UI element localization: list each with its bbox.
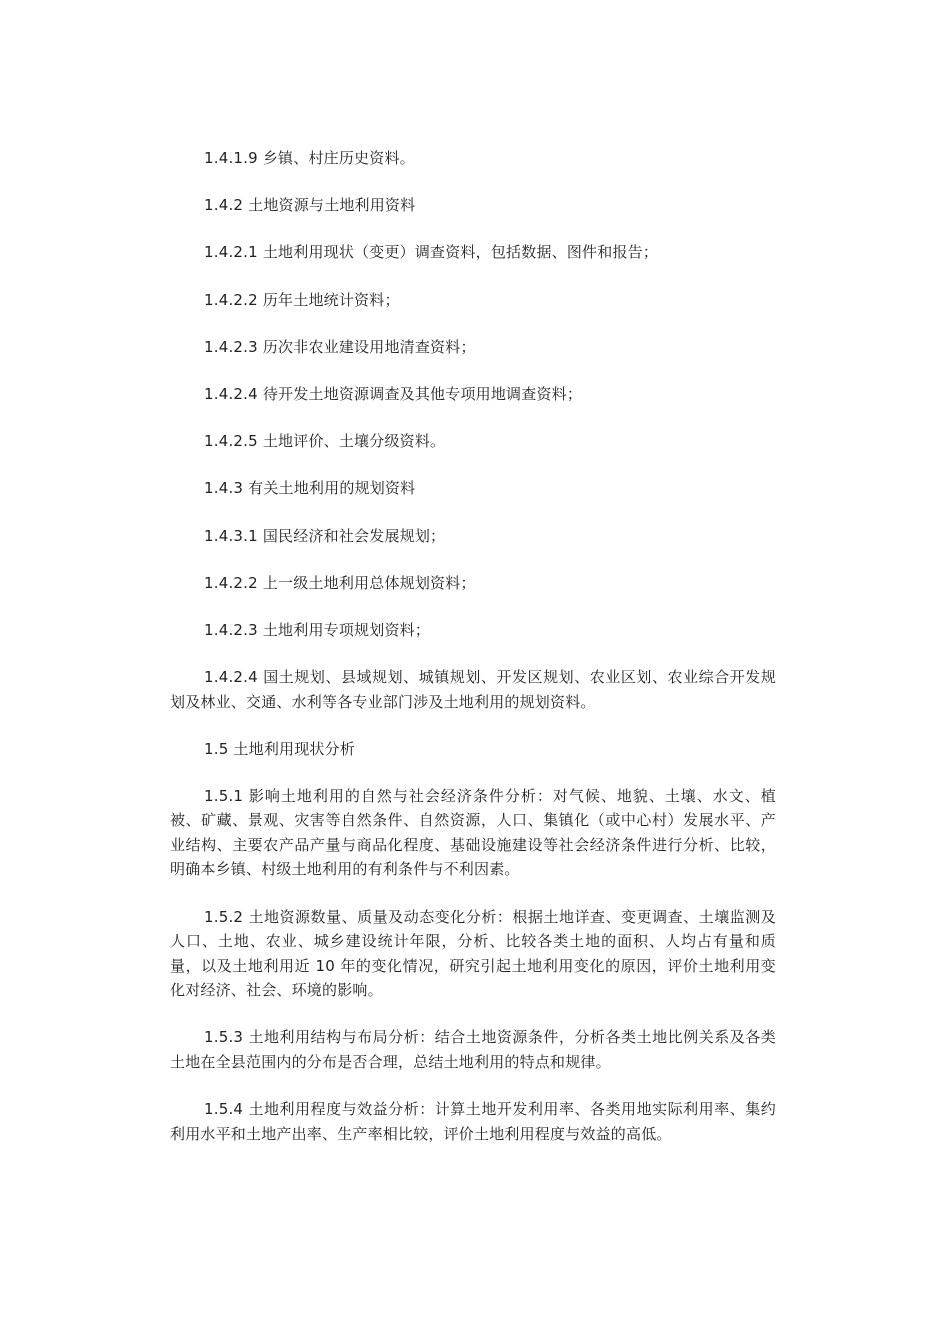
paragraph: 1.4.3.1 国民经济和社会发展规划；	[204, 526, 446, 545]
paragraph: 1.5.3 土地利用结构与布局分析：结合土地资源条件，分析各类土地比例关系及各类土地在全县范围内的分布是否合理，总结土地利用的特点和规律。	[170, 1028, 776, 1071]
paragraph: 1.4.2.3 土地利用专项规划资料；	[204, 620, 431, 639]
section-heading: 1.4.3 有关土地利用的规划资料	[204, 479, 416, 498]
paragraph: 1.4.2.4 国土规划、县域规划、城镇规划、开发区规划、农业区划、农业综合开发规划及林业、交通、水利等各专业部门涉及土地利用的规划资料。	[170, 668, 776, 711]
section-heading: 1.4.2 土地资源与土地利用资料	[204, 196, 416, 215]
paragraph: 1.4.2.5 土地评价、土壤分级资料。	[204, 432, 446, 451]
section-heading: 1.5 土地利用现状分析	[204, 739, 356, 758]
paragraph: 1.4.2.4 待开发土地资源调查及其他专项用地调查资料；	[204, 384, 583, 403]
paragraph: 1.5.2 土地资源数量、质量及动态变化分析：根据土地详查、变更调查、土壤监测及人口、土地、农业、城乡建设统计年限，分析、比较各类土地的面积、人均占有量和质量，以及土地利用近 10 年的变化情况，研究引起土地利用变化的原因，评价土地利用变化对经济、社会、环境的影响。	[170, 907, 776, 1000]
paragraph: 1.5.4 土地利用程度与效益分析：计算土地开发利用率、各类用地实际利用率、集约利用水平和土地产出率、生产率相比较，评价土地利用程度与效益的高低。	[170, 1100, 776, 1143]
paragraph: 1.4.2.1 土地利用现状（变更）调查资料，包括数据、图件和报告；	[204, 243, 659, 262]
paragraph: 1.5.1 影响土地利用的自然与社会经济条件分析：对气候、地貌、土壤、水文、植被、矿藏、景观、灾害等自然条件、自然资源，人口、集镇化（或中心村）发展水平、产业结构、主要农产品产量与商品化程度、基础设施建设等社会经济条件进行分析、比较，明确本乡镇、村级土地利用的有利条件与不利因素。	[170, 786, 776, 879]
paragraph: 1.4.2.3 历次非农业建设用地清查资料；	[204, 337, 476, 356]
paragraph: 1.4.2.2 上一级土地利用总体规划资料；	[204, 573, 476, 592]
paragraph: 1.4.2.2 历年土地统计资料；	[204, 290, 400, 309]
paragraph: 1.4.1.9 乡镇、村庄历史资料。	[204, 149, 415, 167]
document-page	[170, 146, 776, 1169]
